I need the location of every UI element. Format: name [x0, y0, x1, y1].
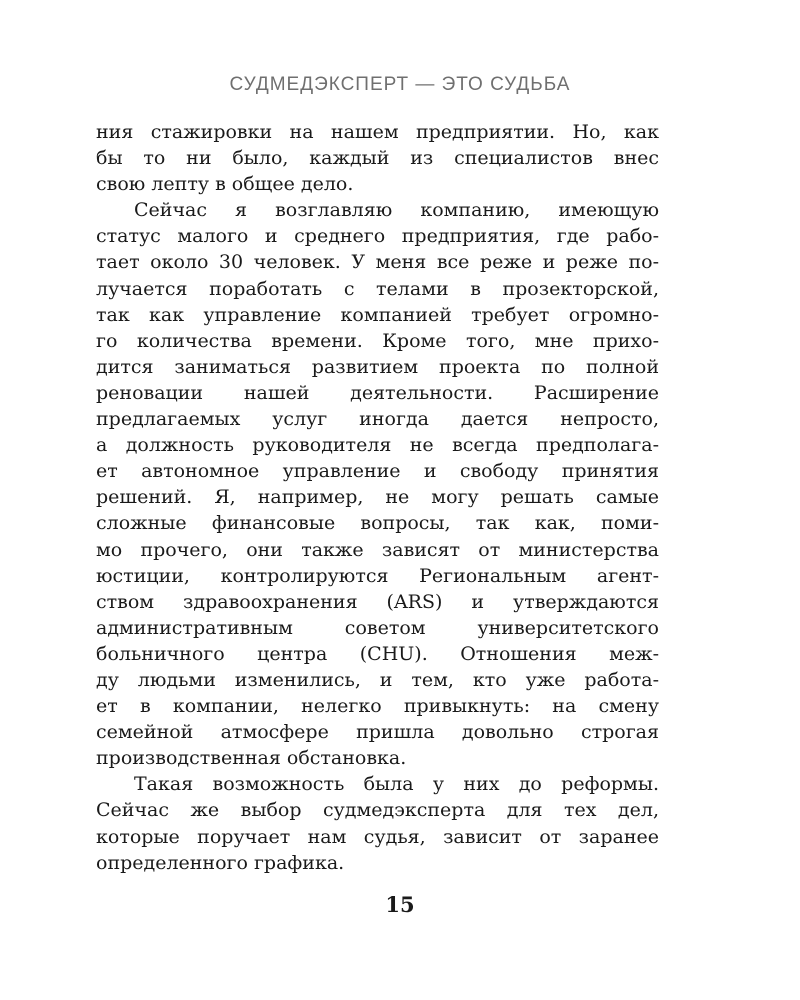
text-line: Сейчас я возглавляю компанию, имеющую	[134, 199, 659, 222]
text-line: го количества времени. Кроме того, мне прихо-	[96, 329, 659, 352]
text-line: производственная обстановка.	[96, 747, 407, 770]
text-line: семейной атмосфере пришла довольно строгая	[96, 721, 659, 744]
text-line: которые поручает нам судья, зависит от заранее	[96, 825, 659, 848]
paragraph	[96, 197, 659, 771]
text-line: предлагаемых услуг иногда дается непросто,	[96, 408, 659, 431]
paragraph	[96, 771, 659, 875]
body-text	[96, 119, 659, 876]
text-line: юстиции, контролируются Региональным агент-	[96, 564, 659, 587]
text-line: статус малого и среднего предприятия, где рабо-	[96, 225, 659, 248]
text-line: определенного графика.	[96, 851, 345, 874]
text-line: ду людьми изменились, и тем, кто уже работа-	[96, 668, 659, 691]
text-line: а должность руководителя не всегда предполага-	[96, 434, 659, 457]
text-line: решений. Я, например, не могу решать самые	[96, 486, 659, 509]
text-line: ством здравоохранения (ARS) и утверждаются	[96, 590, 659, 613]
text-line: так как управление компанией требует огромно-	[96, 303, 659, 326]
running-head: СУДМЕДЭКСПЕРТ — ЭТО СУДЬБА	[229, 74, 571, 95]
text-line: тает около 30 человек. У меня все реже и реже по-	[96, 251, 659, 274]
text-line: дится заниматься развитием проекта по полной	[96, 355, 659, 378]
text-line: больничного центра (CHU). Отношения меж-	[96, 642, 659, 665]
text-line: лучается поработать с телами в прозекторской,	[96, 277, 659, 300]
page-number: 15	[385, 892, 415, 917]
text-line: бы то ни было, каждый из специалистов внес	[96, 147, 659, 170]
text-line: Такая возможность была у них до реформы.	[134, 773, 659, 796]
text-line: мо прочего, они также зависят от министерства	[96, 538, 659, 561]
text-line: реновации нашей деятельности. Расширение	[96, 381, 659, 404]
paragraph	[96, 119, 659, 197]
text-line: административным советом университетского	[96, 616, 659, 639]
text-line: Сейчас же выбор судмедэксперта для тех дел,	[96, 799, 659, 822]
text-line: сложные финансовые вопросы, так как, поми-	[96, 512, 659, 535]
text-line: свою лепту в общее дело.	[96, 173, 354, 196]
text-line: ет в компании, нелегко привыкнуть: на смену	[96, 695, 659, 718]
text-line: ния стажировки на нашем предприятии. Но, как	[96, 121, 659, 143]
text-line: ет автономное управление и свободу принятия	[96, 460, 659, 483]
